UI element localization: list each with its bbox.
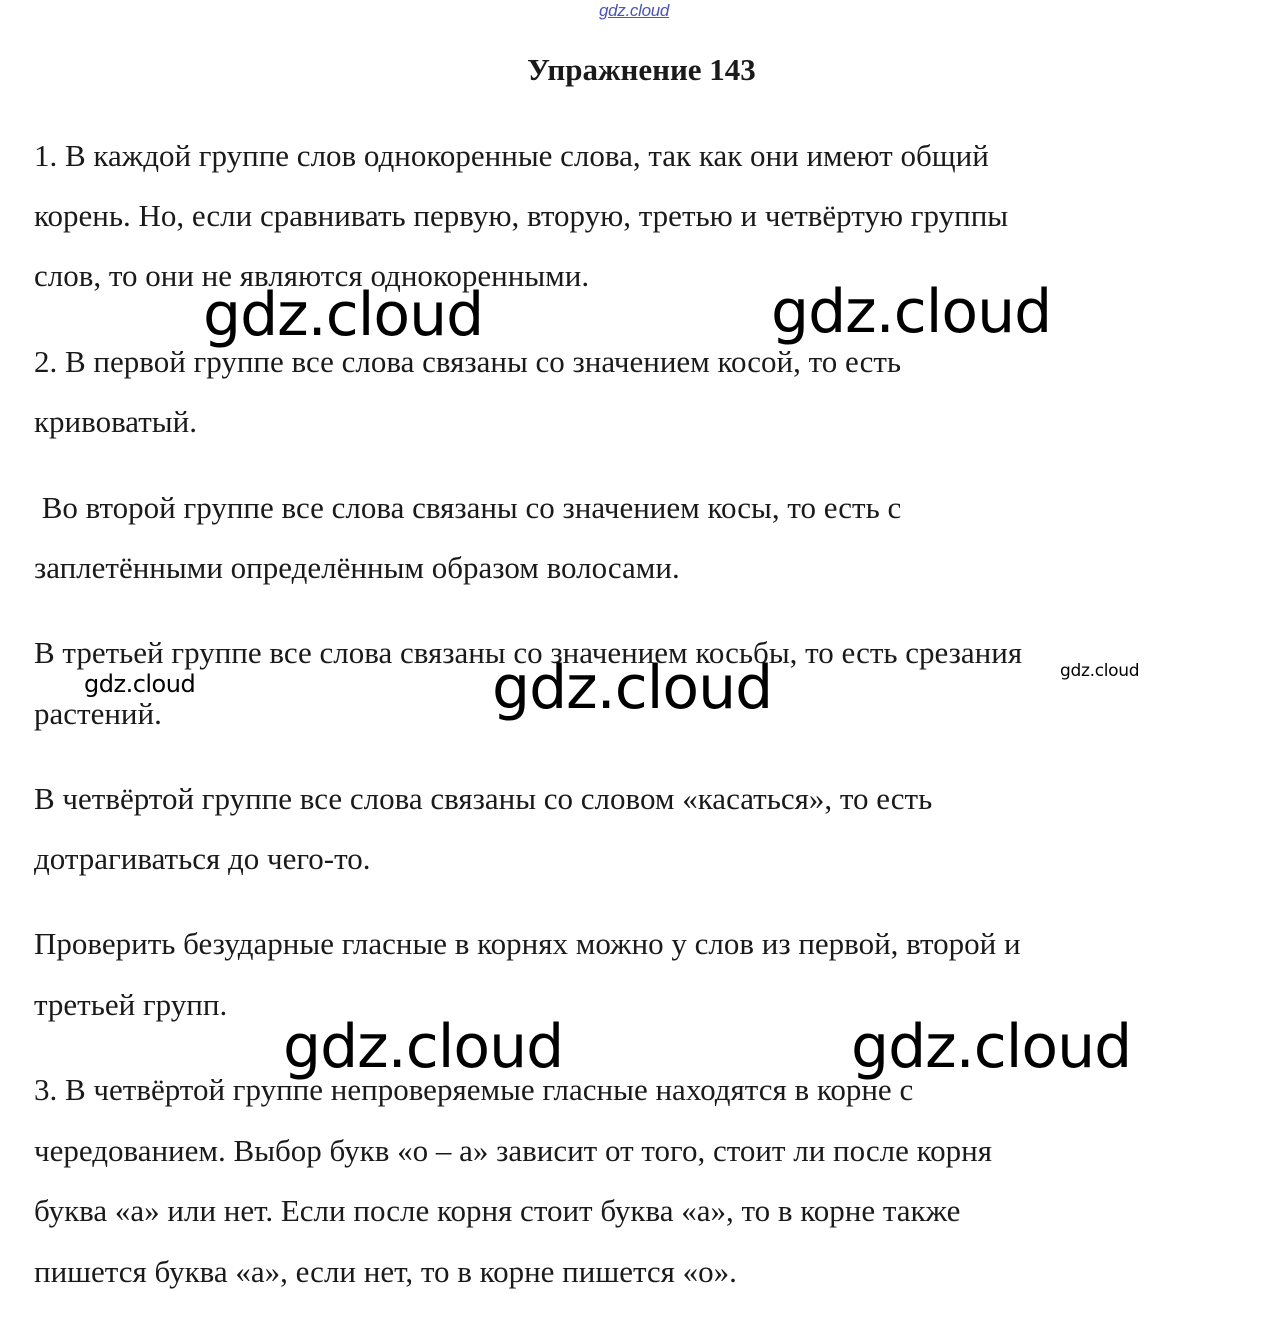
text-line: заплетёнными определённым образом волосами. (34, 550, 680, 585)
text-line: буква «а» или нет. Если после корня стоит буква «а», то в корне также (34, 1193, 961, 1228)
watermark: gdz.cloud (1060, 661, 1140, 681)
watermark: gdz.cloud (283, 1012, 564, 1082)
text-line: растений. (34, 696, 162, 731)
text-line: дотрагиваться до чего-то. (34, 841, 371, 876)
text-line: Во второй группе все слова связаны со значением косы, то есть с (34, 490, 902, 525)
text-line: В четвёртой группе все слова связаны со словом «касаться», то есть (34, 781, 933, 816)
text-line: Проверить безударные гласные в корнях можно у слов из первой, второй и (34, 926, 1021, 961)
text-line: В третьей группе все слова связаны со значением косьбы, то есть срезания (34, 635, 1023, 670)
watermark: gdz.cloud (851, 1012, 1132, 1082)
text-line: 2. В первой группе все слова связаны со значением косой, то есть (34, 344, 902, 379)
text-line: слов, то они не являются однокоренными. (34, 258, 590, 293)
watermark: gdz.cloud (84, 670, 196, 698)
exercise-title: Упражнение 143 (527, 52, 756, 87)
text-line: третьей групп. (34, 987, 228, 1022)
site-link[interactable]: gdz.cloud (599, 1, 670, 20)
text-line: корень. Но, если сравнивать первую, вторую, третью и четвёртую группы (34, 198, 1009, 233)
text-line: 3. В четвёртой группе непроверяемые гласные находятся в корне с (34, 1072, 914, 1107)
watermark: gdz.cloud (492, 653, 773, 723)
text-line: пишется буква «а», если нет, то в корне пишется «о». (34, 1254, 737, 1289)
watermark: gdz.cloud (203, 280, 484, 350)
text-line: чередованием. Выбор букв «о – а» зависит от того, стоит ли после корня (34, 1133, 992, 1168)
text-line: 1. В каждой группе слов однокоренные слова, так как они имеют общий (34, 138, 989, 173)
watermark: gdz.cloud (771, 277, 1052, 347)
text-line: кривоватый. (34, 404, 197, 439)
